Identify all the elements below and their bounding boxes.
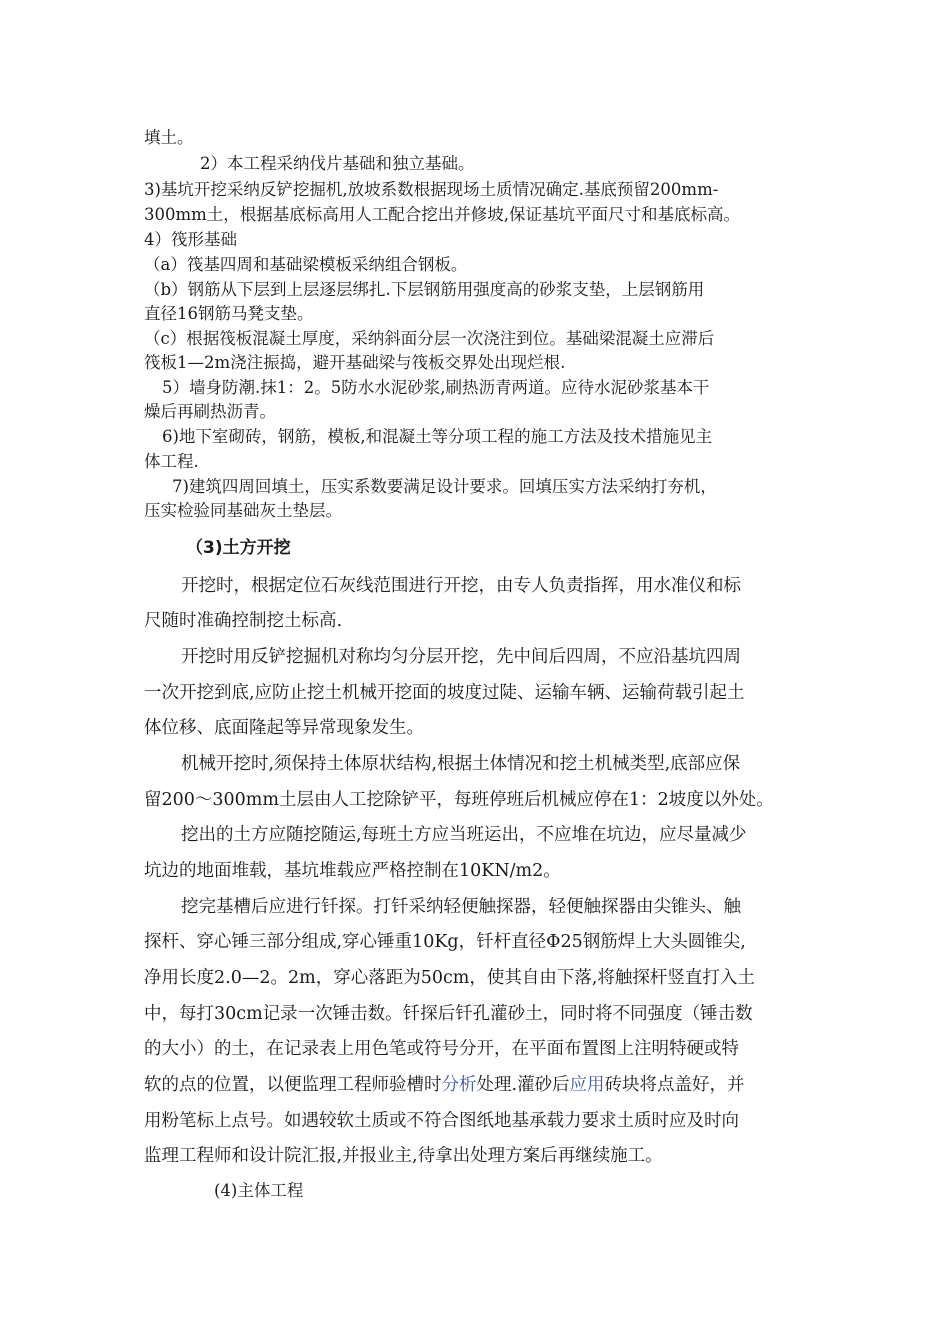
paragraph-line: 留200～300mm土层由人工挖除铲平，每班停班后机械应停在1：2坡度以外处。 (144, 790, 774, 810)
paragraph-line: 的大小）的土，在记录表上用色笔或符号分开，在平面布置图上注明特硬或特 (144, 1039, 739, 1059)
text-line: 压实检验同基础灰土垫层。 (144, 501, 342, 520)
paragraph-text: 处理.灌砂后 (476, 1075, 570, 1095)
text-line: 5）墙身防潮.抹1：2。5防水水泥砂浆,刷热沥青两道。应待水泥砂浆基本干 (162, 378, 710, 397)
paragraph-line: 探杆、穿心锤三部分组成,穿心锤重10Kg，钎杆直径Φ25钢筋焊上大头圆锥尖, (144, 932, 746, 952)
text-line: 7)建筑四周回填土，压实系数要满足设计要求。回填压实方法采纳打夯机， (172, 477, 717, 496)
paragraph-line: 挖完基槽后应进行钎探。打钎采纳轻便触探器，轻便触探器由尖锥头、触 (181, 897, 741, 917)
paragraph-line: 坑边的地面堆载，基坑堆载应严格控制在10KN/m2。 (144, 861, 561, 881)
text-line: （b）钢筋从下层到上层逐层绑扎.下层钢筋用强度高的砂浆支垫，上层钢筋用 (144, 280, 705, 299)
paragraph-line: 中，每打30cm记录一次锤击数。钎探后钎孔灌砂土，同时将不同强度（锤击数 (144, 1004, 753, 1024)
section-heading: (4)主体工程 (214, 1181, 304, 1200)
text-line: 直径16钢筋马凳支垫。 (144, 304, 314, 323)
text-line: （c）根据筏板混凝土厚度，采纳斜面分层一次浇注到位。基础梁混凝土应滞后 (144, 329, 715, 348)
text-line: 4）筏形基础 (144, 230, 237, 249)
paragraph-line (144, 1073, 745, 1097)
text-line: 体工程. (144, 452, 199, 471)
paragraph-line: 监理工程师和设计院汇报,并报业主,待拿出处理方案后再继续施工。 (144, 1146, 663, 1166)
text-line: 燥后再刷热沥青。 (144, 402, 276, 421)
text-line: （a）筏基四周和基础梁模板采纳组合钢板。 (144, 255, 468, 274)
analysis-link[interactable]: 分析 (441, 1075, 477, 1095)
text-line: 筏板1—2m浇注振捣，避开基础梁与筏板交界处出现烂根. (144, 353, 566, 372)
text-line: 300mm土，根据基底标高用人工配合挖出并修坡,保证基坑平面尺寸和基底标高。 (144, 205, 741, 224)
text-line: 2）本工程采纳伐片基础和独立基础。 (200, 154, 475, 173)
paragraph-line: 净用长度2.0—2。2m，穿心落距为50cm，使其自由下落,将触探杆竖直打入土 (144, 968, 755, 988)
paragraph-line: 体位移、底面隆起等异常现象发生。 (144, 718, 424, 738)
text-line: 填土。 (144, 128, 194, 147)
paragraph-text: 砖块将点盖好，并 (604, 1075, 745, 1095)
section-heading: （3)土方开挖 (186, 538, 291, 558)
paragraph-line: 用粉笔标上点号。如遇较软土质或不符合图纸地基承载力要求土质时应及时向 (144, 1111, 739, 1131)
paragraph-line: 开挖时用反铲挖掘机对称均匀分层开挖，先中间后四周，不应沿基坑四周 (181, 647, 741, 667)
text-line: 3)基坑开挖采纳反铲挖掘机,放坡系数根据现场土质情况确定.基底预留200mm- (144, 180, 719, 199)
paragraph-line: 开挖时，根据定位石灰线范围进行开挖，由专人负责指挥，用水准仪和标 (181, 576, 741, 596)
paragraph-line: 挖出的土方应随挖随运,每班土方应当班运出，不应堆在坑边，应尽量减少 (181, 825, 747, 845)
paragraph-line: 尺随时准确控制挖土标高. (144, 611, 343, 631)
paragraph-text: 软的点的位置，以便监理工程师验槽时 (144, 1075, 442, 1095)
paragraph-line: 机械开挖时,须保持土体原状结构,根据土体情况和挖土机械类型,底部应保 (181, 754, 741, 774)
application-link[interactable]: 应用 (569, 1075, 605, 1095)
paragraph-line: 一次开挖到底,应防止挖土机械开挖面的坡度过陡、运输车辆、运输荷载引起土 (144, 683, 745, 703)
text-line: 6)地下室砌砖，钢筋，模板,和混凝土等分项工程的施工方法及技术措施见主 (162, 427, 713, 446)
